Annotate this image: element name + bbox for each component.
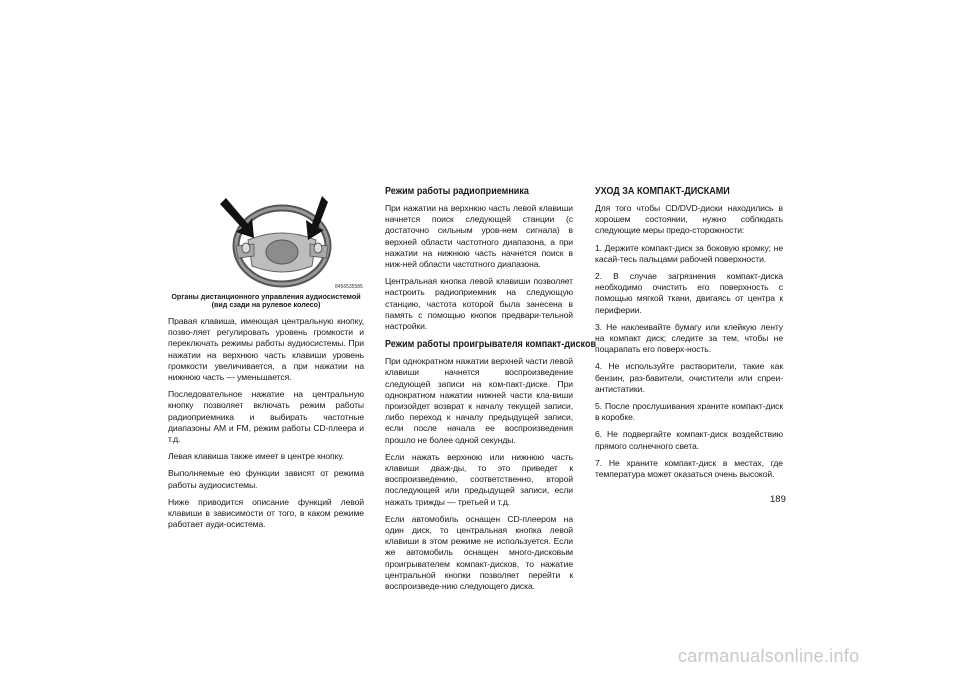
figure-code: 8456535585 — [335, 284, 363, 290]
section-heading-radio: Режим работы радиоприемника — [385, 185, 529, 197]
figure-caption — [168, 293, 364, 310]
list-item: 7. Не храните компакт-диск в местах, где температура может оказаться очень высокой. — [595, 457, 783, 480]
paragraph: Если нажать верхнюю или нижнюю часть клавиши дваж-ды, то это приведет к воспроизведению, соответственно, второй последующей или предыдущей записи, если нажать трижды — третьей и т.д. — [385, 451, 573, 507]
paragraph: Ниже приводится описание функций левой клавиши в зависимости от того, в каком режиме работает ауди-осистема. — [168, 496, 364, 530]
caption-line-1: Органы дистанционного управления аудиосистемой — [171, 292, 361, 301]
paragraph: При нажатии на верхнюю часть левой клавиши начнется поиск следующей станции (с достаточно сильным уров-нем сигнала) в верхней области частотного диапазона, а при нажатии на нижнюю часть начнется поиск в ниж-ней области частотного диапазона. — [385, 203, 573, 270]
paragraph: Центральная кнопка левой клавиши позволяет настроить радиоприемник на следующую станцию, частота которой была занесена в память с помощью кнопок предвари-тельной настройки. — [385, 276, 573, 332]
list-item: 3. Не наклеивайте бумагу или клейкую ленту на компакт диск; следите за тем, чтобы не поцарапать его поверх-ность. — [595, 321, 783, 355]
paragraph: Последовательное нажатие на центральную кнопку позволяет включать режим работы радиоприемника и выбирать частотные диапазоны AM и FM, режим работы CD-плеера и т.д. — [168, 389, 364, 445]
paragraph: Правая клавиша, имеющая центральную кнопку, позво-ляет регулировать уровень громкости и переключать режимы работы аудиосистемы. При нажатии на верхнюю часть клавиши уровень громкости увеличивается, а при нажатии на нижнюю часть — уменьшается. — [168, 316, 364, 383]
list-item: 4. Не используйте растворители, такие как бензин, раз-бавители, очистители или спреи-антистатики. — [595, 361, 783, 394]
page-number: 189 — [770, 494, 786, 505]
caption-line-2: (вид сзади на рулевое колесо) — [211, 300, 321, 310]
list-item: 6. Не подвергайте компакт-диск воздействию прямого солнечного света. — [595, 429, 783, 451]
paragraph: Для того чтобы CD/DVD-диски находились в хорошем состоянии, нужно соблюдать следующие меры предо-сторожности: — [595, 203, 783, 236]
section-heading-cd-care: УХОД ЗА КОМПАКТ-ДИСКАМИ — [595, 185, 730, 197]
list-item: 1. Держите компакт-диск за боковую кромку; не касай-тесь пальцами рабочей поверхности. — [595, 242, 783, 264]
column-right — [595, 185, 783, 486]
paragraph: Выполняемые ею функции зависят от режима работы аудиосистемы. — [168, 468, 364, 490]
watermark: carmanualsonline.info — [678, 646, 860, 666]
column-left — [168, 316, 364, 536]
paragraph: Левая клавиша также имеет в центре кнопку. — [168, 451, 344, 462]
paragraph: Если автомобиль оснащен CD-плеером на один диск, то центральная кнопка левой клавиши в этом режиме не используется. Если же автомобиль оснащен много-дисковым проигрывателем компакт-дисков, то нажатие центральной кнопки позволяет перейти к воспроизведе-нию следующего диска. — [385, 513, 573, 592]
column-middle — [385, 185, 597, 598]
section-heading-cd: Режим работы проигрывателя компакт-дисков — [385, 338, 597, 351]
steering-wheel-figure — [208, 196, 364, 288]
paragraph: При однократном нажатии верхней части левой клавиши начнется воспроизведение следующей записи на ком-пакт-диске. При однократном нажатии нижней части кла-виши произойдет возврат к началу текущей записи, либо переход к началу предыдущей записи, если после начала ее воспроизведения прошло не более одной секунды. — [385, 356, 573, 445]
list-item: 5. После прослушивания храните компакт-диск в коробке. — [595, 401, 783, 423]
list-item: 2. В случае загрязнения компакт-диска необходимо очистить его поверхность с помощью мягкой ткани, двигаясь от центра к периферии. — [595, 271, 783, 315]
